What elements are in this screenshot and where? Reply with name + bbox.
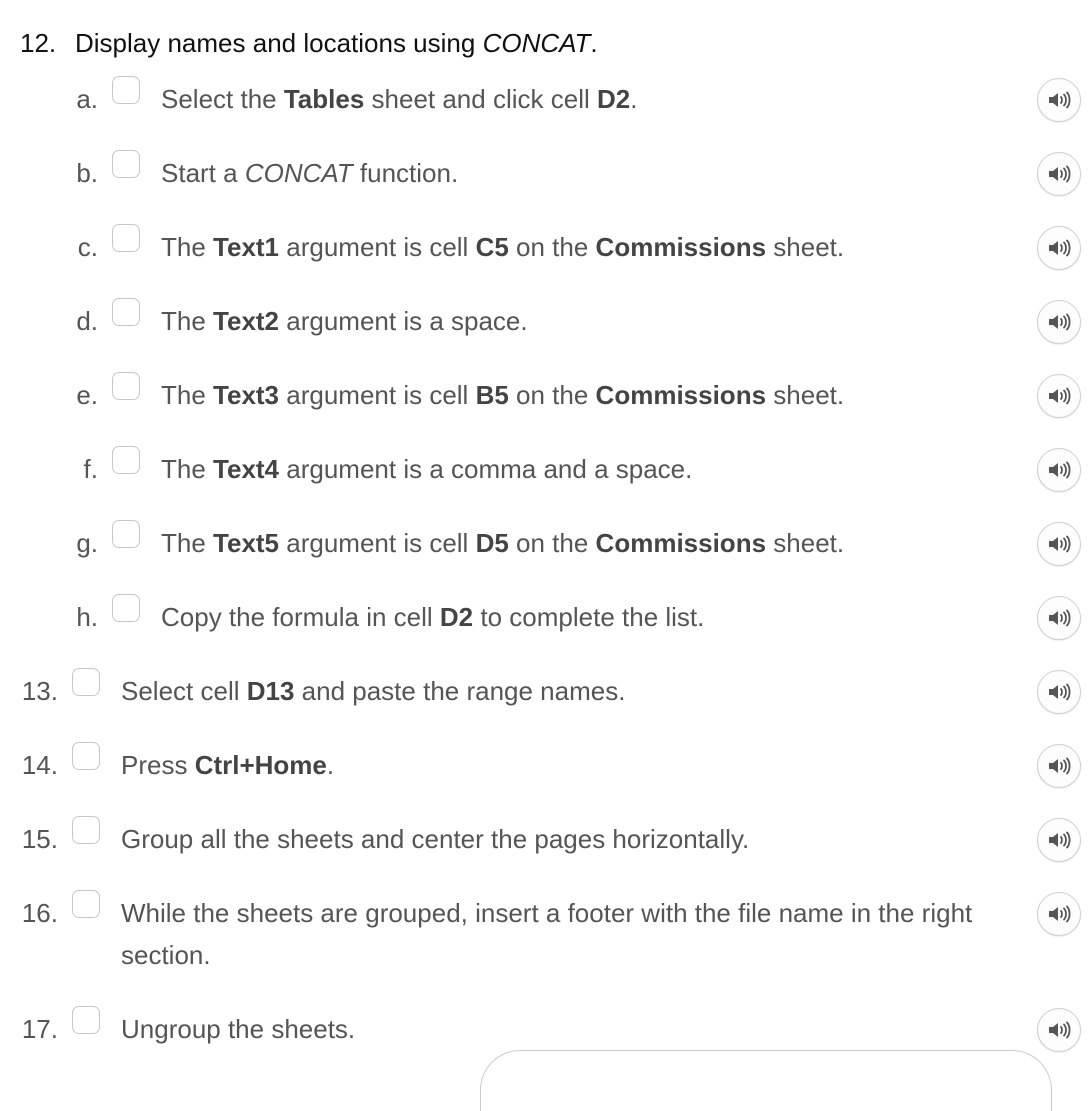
text-segment: on the	[508, 380, 596, 410]
checkbox-icon[interactable]	[72, 816, 100, 844]
text-segment: Text1	[213, 232, 280, 262]
checkbox-icon[interactable]	[112, 150, 140, 178]
audio-button[interactable]	[1037, 1008, 1081, 1052]
step-marker: d.	[76, 306, 98, 336]
audio-button[interactable]	[1037, 744, 1081, 788]
text-segment: D5	[475, 528, 509, 558]
audio-button[interactable]	[1037, 522, 1081, 566]
step-text	[121, 818, 1001, 860]
audio-button[interactable]	[1037, 596, 1081, 640]
text-segment: D2	[439, 602, 474, 632]
speaker-icon	[1047, 387, 1071, 405]
text-segment: argument is cell	[279, 380, 476, 410]
checkbox-icon[interactable]	[112, 298, 140, 326]
step-marker: h.	[76, 602, 98, 632]
step-text	[161, 78, 981, 120]
step-marker: 13.	[21, 676, 58, 706]
text-segment: Tables	[283, 84, 365, 114]
text-segment: on the	[508, 528, 596, 558]
step-marker: b.	[76, 158, 98, 188]
text-segment: Commissions	[595, 380, 767, 410]
audio-button[interactable]	[1037, 374, 1081, 418]
step-text	[121, 1008, 1001, 1050]
checkbox-icon[interactable]	[112, 372, 140, 400]
speaker-icon	[1047, 91, 1071, 109]
text-segment: sheet.	[766, 380, 845, 410]
text-segment: The	[161, 232, 214, 262]
text-segment: CONCAT	[244, 158, 353, 188]
step-text	[161, 596, 981, 638]
text-segment: D2	[596, 84, 631, 114]
text-segment: The	[161, 380, 214, 410]
checkbox-icon[interactable]	[72, 742, 100, 770]
text-segment: The	[161, 306, 214, 336]
speaker-icon	[1047, 1021, 1071, 1039]
step-text	[161, 448, 981, 490]
text-segment: Group all the sheets and center the pages horizontally.	[121, 824, 750, 854]
step-marker: 16.	[21, 898, 58, 928]
checkbox-icon[interactable]	[72, 1006, 100, 1034]
step-marker: c.	[77, 232, 98, 262]
text-segment: Commissions	[595, 232, 767, 262]
text-segment: C5	[475, 232, 509, 262]
step-marker: g.	[76, 528, 98, 558]
speaker-icon	[1047, 461, 1071, 479]
step-text	[161, 522, 981, 564]
text-segment: argument is cell	[279, 232, 476, 262]
speaker-icon	[1047, 831, 1071, 849]
audio-button[interactable]	[1037, 448, 1081, 492]
text-segment: argument is cell	[279, 528, 476, 558]
text-segment: The	[161, 528, 214, 558]
audio-button[interactable]	[1037, 226, 1081, 270]
text-segment: Text2	[213, 306, 280, 336]
text-segment: argument is a comma and a space.	[279, 454, 693, 484]
speaker-icon	[1047, 535, 1071, 553]
checkbox-icon[interactable]	[72, 668, 100, 696]
text-segment: sheet.	[766, 232, 845, 262]
step-marker: 17.	[21, 1014, 58, 1044]
text-segment: sheet.	[766, 528, 845, 558]
audio-button[interactable]	[1037, 300, 1081, 344]
checkbox-icon[interactable]	[112, 224, 140, 252]
step-text	[121, 892, 1001, 976]
text-segment: argument is a space.	[279, 306, 528, 336]
step-text	[161, 300, 981, 342]
text-segment: and paste the range names.	[294, 676, 626, 706]
text-segment: Text5	[213, 528, 280, 558]
step-marker: 14.	[21, 750, 58, 780]
speaker-icon	[1047, 313, 1071, 331]
text-segment: The	[161, 454, 214, 484]
step-text	[161, 374, 981, 416]
step-marker: f.	[83, 454, 98, 484]
checkbox-icon[interactable]	[112, 594, 140, 622]
text-segment: B5	[475, 380, 509, 410]
speaker-icon	[1047, 165, 1071, 183]
audio-button[interactable]	[1037, 670, 1081, 714]
text-segment: Ctrl+Home	[194, 750, 327, 780]
speaker-icon	[1047, 905, 1071, 923]
speaker-icon	[1047, 757, 1071, 775]
text-segment: to complete the list.	[473, 602, 705, 632]
speaker-icon	[1047, 239, 1071, 257]
text-segment: Ungroup the sheets.	[121, 1014, 356, 1044]
checkbox-icon[interactable]	[112, 76, 140, 104]
checkbox-icon[interactable]	[112, 446, 140, 474]
text-segment: While the sheets are grouped, insert a footer with the file name in the right section.	[121, 898, 973, 970]
audio-button[interactable]	[1037, 78, 1081, 122]
audio-button[interactable]	[1037, 818, 1081, 862]
text-segment: Select cell	[121, 676, 247, 706]
checkbox-icon[interactable]	[72, 890, 100, 918]
text-segment: sheet and click cell	[364, 84, 597, 114]
text-segment: Press	[121, 750, 195, 780]
audio-button[interactable]	[1037, 152, 1081, 196]
text-segment: D13	[246, 676, 295, 706]
text-segment: on the	[508, 232, 596, 262]
text-segment: Text4	[213, 454, 280, 484]
step-text	[161, 226, 981, 268]
step-title: Display names and locations using CONCAT.	[75, 28, 598, 58]
text-segment: Commissions	[595, 528, 767, 558]
step-text	[121, 744, 1001, 786]
step-marker: 15.	[21, 824, 58, 854]
step-number: 12.	[20, 28, 57, 58]
audio-button[interactable]	[1037, 892, 1081, 936]
step-text	[121, 670, 1001, 712]
text-segment: Copy the formula in cell	[161, 602, 440, 632]
text-segment: Start a	[161, 158, 245, 188]
step-text	[161, 152, 981, 194]
text-segment: .	[326, 750, 335, 780]
step-marker: e.	[76, 380, 98, 410]
text-segment: .	[630, 84, 638, 114]
speaker-icon	[1047, 683, 1071, 701]
text-segment: function.	[352, 158, 459, 188]
speaker-icon	[1047, 609, 1071, 627]
text-segment: Select the	[161, 84, 284, 114]
step-marker: a.	[76, 84, 98, 114]
text-segment: Text3	[213, 380, 280, 410]
bottom-panel-edge	[480, 1050, 1052, 1111]
checkbox-icon[interactable]	[112, 520, 140, 548]
